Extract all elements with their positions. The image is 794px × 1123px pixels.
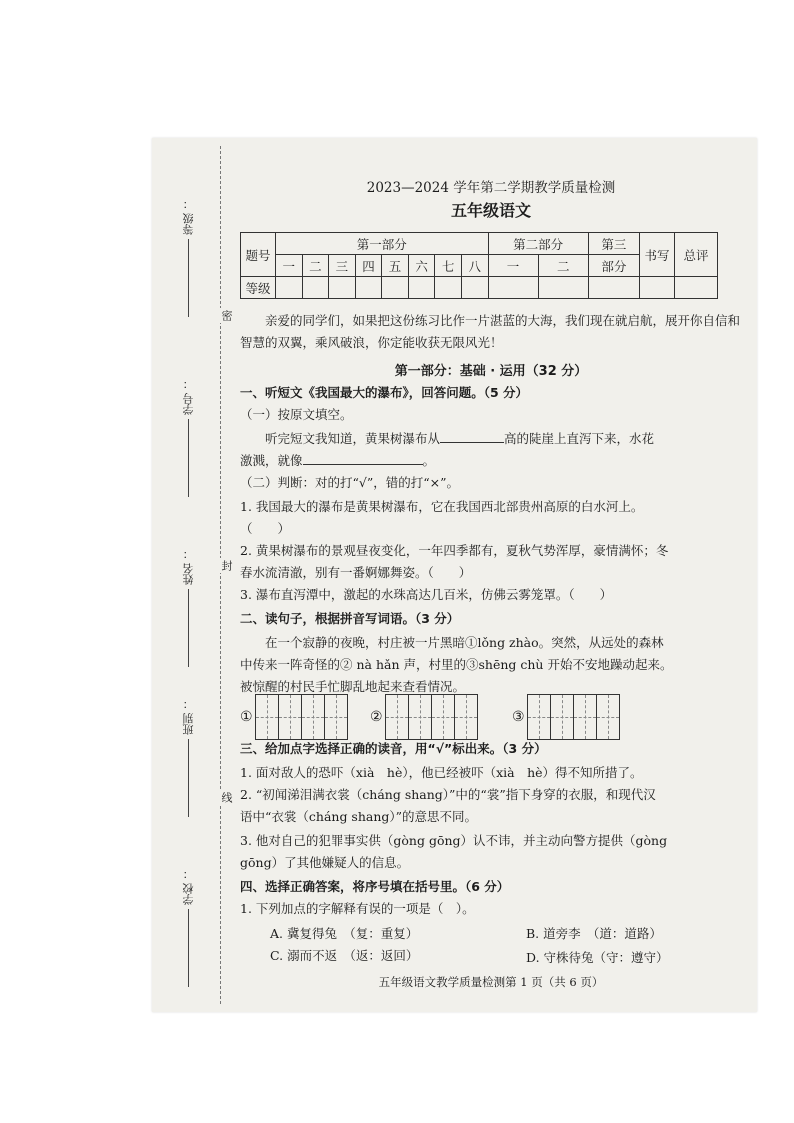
part3-header-b: 部分	[588, 255, 639, 277]
grade-field: 等级 ：	[174, 198, 204, 317]
binding-mark-feng: 封	[220, 560, 233, 571]
part1-col: 七	[435, 255, 462, 277]
tianzige-box[interactable]	[385, 694, 409, 740]
grade-cell[interactable]	[538, 277, 588, 299]
part1-col: 六	[408, 255, 435, 277]
q1-blank-height[interactable]	[440, 442, 504, 443]
q4-option-c[interactable]: C. 溺而不返 （返：返回）	[270, 948, 419, 963]
q1-fill-d: 。	[422, 453, 436, 468]
q2-box-label: ①	[240, 709, 253, 725]
exam-title: 2023—2024 学年第二学期教学质量检测	[366, 180, 616, 196]
grade-cell[interactable]	[588, 277, 639, 299]
part2-col: 一	[488, 255, 538, 277]
part3-header-a: 第三	[588, 233, 639, 255]
tianzige-box[interactable]	[573, 694, 597, 740]
q1-blank-simile[interactable]	[303, 464, 423, 465]
q4-option-d[interactable]: D. 守株待兔（守：遵守）	[526, 950, 669, 965]
class-field: 班别 ：	[174, 698, 204, 817]
grade-cell[interactable]	[640, 277, 675, 299]
q4-option-a[interactable]: A. 冀复得兔 （复：重复）	[270, 926, 419, 941]
school-field: 学校 ：	[174, 868, 204, 987]
writing-header: 书写	[640, 233, 675, 277]
q1-fill-a: 听完短文我知道，黄果树瀑布从	[265, 431, 441, 446]
q2-box-group-3	[512, 694, 620, 740]
exam-paper	[152, 138, 757, 1012]
q1-title: 一、听短文《我国最大的瀑布》，回答问题。（5 分）	[240, 385, 529, 400]
q4-item-1: 1. 下列加点的字解释有误的一项是（ ）。	[240, 901, 475, 916]
q2-box-label: ③	[512, 709, 525, 725]
grade-cell[interactable]	[675, 277, 718, 299]
q1-judge-3: 3. 瀑布直泻潭中，激起的水珠高达几百米，仿佛云雾笼罩。（ ）	[240, 587, 613, 602]
student-number-label: 学号	[182, 393, 195, 415]
part1-col: 八	[461, 255, 488, 277]
q3-item-2b: 语中“衣裳（cháng shang）”的意思不同。	[240, 809, 478, 824]
grade-cell[interactable]	[382, 277, 409, 299]
q2-box-group-2	[370, 694, 478, 740]
binding-dashed-line	[220, 146, 221, 1004]
q1-fill-b: 高的陡崖上直泻下来，水花	[504, 431, 655, 446]
q1-sub1: （一）按原文填空。	[240, 407, 353, 422]
q3-item-2a: 2. “初闻涕泪满衣裳（cháng shang）”中的“裳”指下身穿的衣服，和现代汉	[240, 787, 656, 802]
tianzige-box[interactable]	[431, 694, 455, 740]
grade-cell[interactable]	[488, 277, 538, 299]
tianzige-box[interactable]	[454, 694, 478, 740]
grade-cell[interactable]	[408, 277, 435, 299]
part1-col: 三	[329, 255, 356, 277]
q4-option-b[interactable]: B. 道旁李 （道：道路）	[526, 926, 662, 941]
tianzige-box[interactable]	[408, 694, 432, 740]
subject-title: 五年级语文	[450, 201, 531, 220]
intro-paragraph: 亲爱的同学们，如果把这份练习比作一片湛蓝的大海，我们现在就启航，展开你自信和智慧的双翼，乘风破浪，你定能收获无限风光！	[240, 313, 741, 350]
q3-title: 三、给加点字选择正确的读音，用“√”标出来。（3 分）	[240, 741, 547, 756]
q3-item-1: 1. 面对敌人的恐吓（xià hè），他已经被吓（xià hè）得不知所措了。	[240, 765, 643, 780]
binding-mark-mi: 密	[220, 310, 233, 321]
q1-judge-2b: 春水流清澈，别有一番婀娜舞姿。（ ）	[240, 565, 472, 580]
binding-mark-xian: 线	[220, 792, 233, 803]
section1-title: 第一部分：基础 · 运用（32 分）	[394, 364, 588, 379]
q2-box-label: ②	[370, 709, 383, 725]
total-header: 总评	[675, 233, 718, 277]
name-field: 姓名 ：	[174, 548, 204, 667]
q4-title: 四、选择正确答案，将序号填在括号里。（6 分）	[240, 879, 510, 894]
tianzige-box[interactable]	[324, 694, 348, 740]
part1-col: 五	[382, 255, 409, 277]
part1-col: 一	[276, 255, 303, 277]
row-head-grade: 等级	[241, 277, 276, 299]
tianzige-box[interactable]	[527, 694, 551, 740]
part1-header: 第一部分	[276, 233, 489, 255]
school-label: 学校	[182, 883, 195, 905]
q1-sub2: （二）判断：对的打“√”，错的打“×”。	[240, 475, 460, 490]
q2-box-group-1	[240, 694, 348, 740]
tianzige-box[interactable]	[596, 694, 620, 740]
q2-line2: 中传来一阵奇怪的② nà hǎn 声，村里的③shēng chù 开始不安地躁动起来。	[240, 657, 673, 672]
q2-line3: 被惊醒的村民手忙脚乱地起来查看情况。	[240, 679, 466, 694]
tianzige-box[interactable]	[278, 694, 302, 740]
row-head-question-no: 题号	[241, 233, 276, 277]
q3-item-3a: 3. 他对自己的犯罪事实供（gòng gōng）认不讳，并主动向警方提供（gòng	[240, 833, 668, 848]
grade-cell[interactable]	[435, 277, 462, 299]
binding-margin	[152, 138, 232, 1012]
grade-cell[interactable]	[329, 277, 356, 299]
part2-header: 第二部分	[488, 233, 588, 255]
grade-cell[interactable]	[276, 277, 303, 299]
page-footer: 五年级语文教学质量检测第 1 页（共 6 页）	[378, 975, 604, 989]
grade-cell[interactable]	[355, 277, 382, 299]
tianzige-box[interactable]	[255, 694, 279, 740]
q1-fill-c: 激溅，就像	[240, 453, 303, 468]
q2-answer-boxes	[240, 694, 740, 744]
grade-table	[240, 232, 718, 299]
tianzige-box[interactable]	[301, 694, 325, 740]
tianzige-box[interactable]	[550, 694, 574, 740]
name-label: 姓名	[182, 563, 195, 585]
part2-col: 二	[538, 255, 588, 277]
q1-fill-line2	[240, 450, 740, 472]
grade-cell[interactable]	[302, 277, 329, 299]
q2-title: 二、读句子，根据拼音写词语。（3 分）	[240, 611, 460, 626]
q2-line1: 在一个寂静的夜晚，村庄被一片黑暗①lǒng zhào。突然，从远处的森林	[265, 635, 664, 650]
part1-col: 四	[355, 255, 382, 277]
q1-judge-2a: 2. 黄果树瀑布的景观昼夜变化，一年四季都有，夏秋气势浑厚，豪情满怀；冬	[240, 543, 669, 558]
q1-fill-line1	[240, 428, 740, 450]
q3-item-3b: gōng）了其他嫌疑人的信息。	[240, 855, 410, 870]
student-number-field: 学号 ：	[174, 378, 204, 497]
part1-col: 二	[302, 255, 329, 277]
class-label: 班别	[182, 713, 195, 735]
grade-cell[interactable]	[461, 277, 488, 299]
q1-judge-1: 1. 我国最大的瀑布是黄果树瀑布，它在我国西北部贵州高原的白水河上。	[240, 499, 644, 514]
q1-judge-1-paren[interactable]: （ ）	[240, 521, 291, 536]
grade-field-label: 等级	[182, 213, 195, 235]
